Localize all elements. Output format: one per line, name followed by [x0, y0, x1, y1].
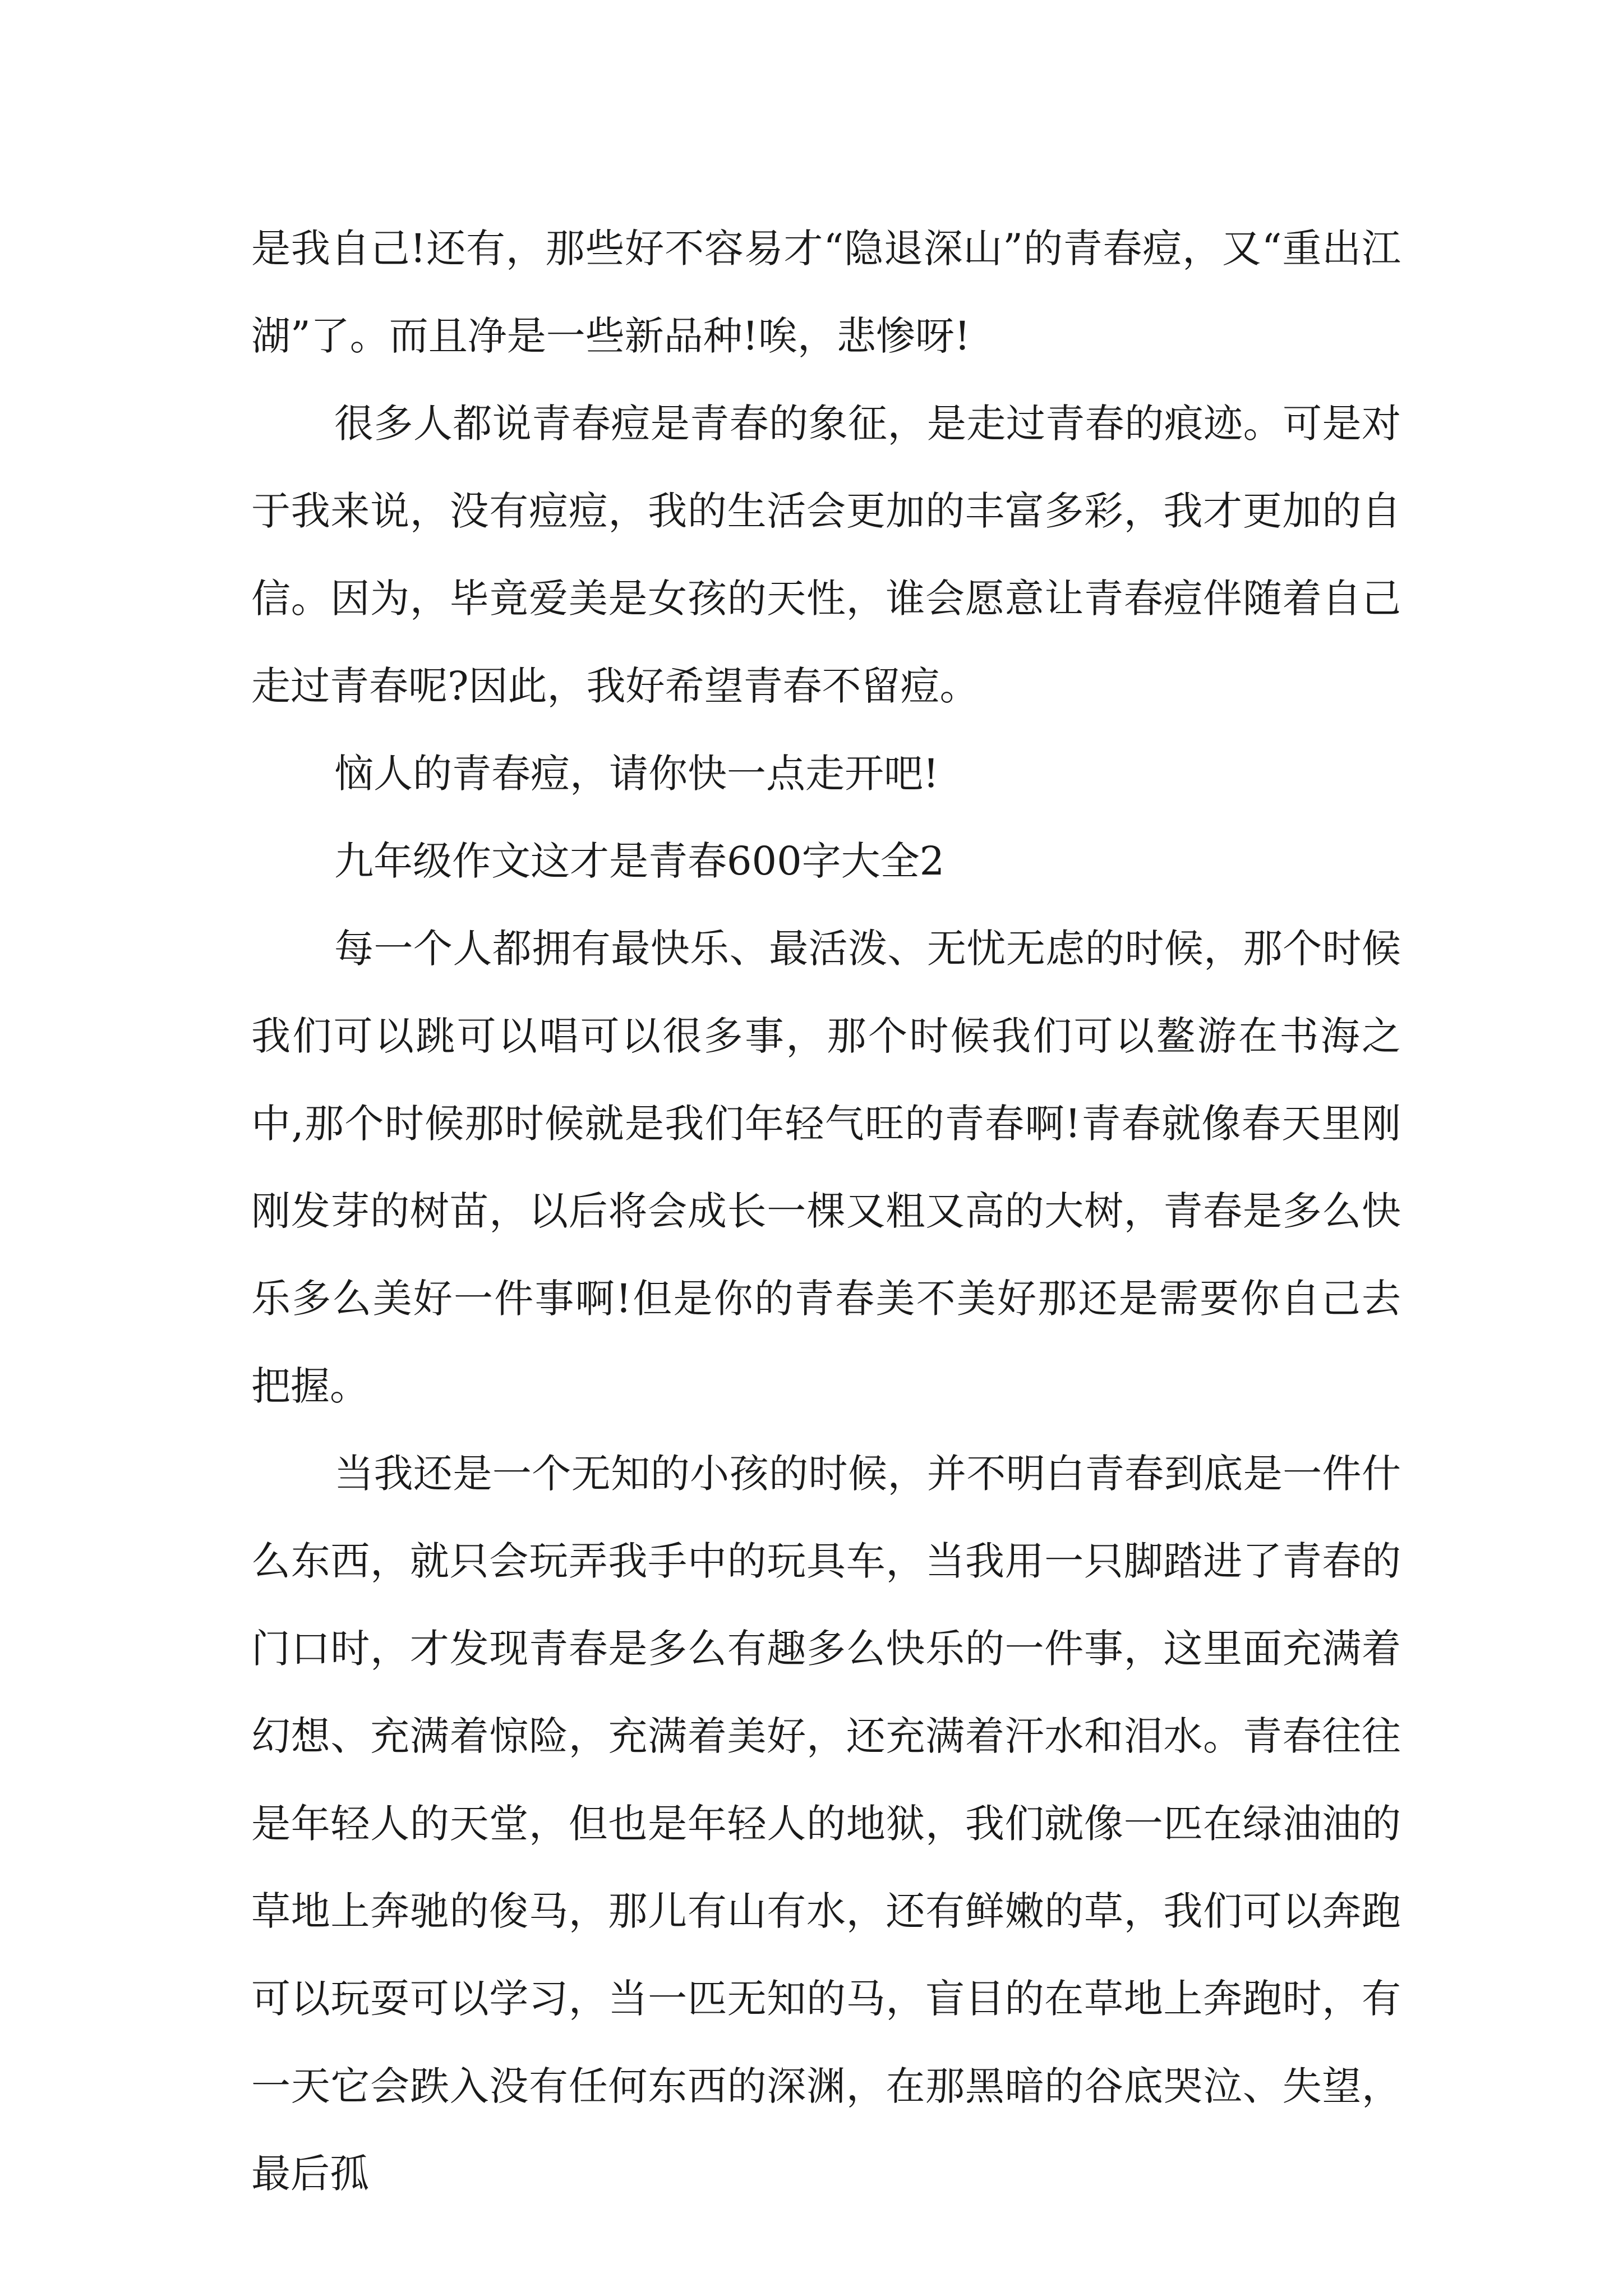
document-body: [251, 205, 1401, 2217]
paragraph-3: 恼人的青春痘，请你快一点走开吧!: [334, 751, 939, 797]
paragraph-5: 当我还是一个无知的小孩的时候，并不明白青春到底是一件什么东西，就只会玩弄我手中的玩具车，当我用一只脚踏进了青春的门口时，才发现青春是多么有趣多么快乐的一件事，这里面充满着幻想、充满着惊险，充满着美好，还充满着汗水和泪水。青春往往是年轻人的天堂，但也是年轻人的地狱，我们就像一匹在绿油油的草地上奔驰的俊马，那儿有山有水，还有鲜嫩的草，我们可以奔跑可以玩耍可以学习，当一匹无知的马，盲目的在草地上奔跑时，有一天它会跌入没有任何东西的深渊，在那黑暗的谷底哭泣、失望，最后孤: [251, 1451, 1401, 2197]
paragraph-1: 是我自己!还有，那些好不容易才“隐退深山”的青春痘，又“重出江湖”了。而且净是一些新品种!唉，悲惨呀!: [251, 226, 1401, 359]
section-heading: 九年级作文这才是青春600字大全2: [334, 838, 945, 884]
paragraph-2: 很多人都说青春痘是青春的象征，是走过青春的痕迹。可是对于我来说，没有痘痘，我的生活会更加的丰富多彩，我才更加的自信。因为，毕竟爱美是女孩的天性，谁会愿意让青春痘伴随着自己走过青春呢?因此，我好希望青春不留痘。: [251, 401, 1401, 709]
paragraph-4: 每一个人都拥有最快乐、最活泼、无忧无虑的时候，那个时候我们可以跳可以唱可以很多事，那个时候我们可以鳌游在书海之中,那个时候那时候就是我们年轻气旺的青春啊!青春就像春天里刚刚发芽的树苗，以后将会成长一棵又粗又高的大树，青春是多么快乐多么美好一件事啊!但是你的青春美不美好那还是需要你自己去把握。: [251, 926, 1401, 1409]
